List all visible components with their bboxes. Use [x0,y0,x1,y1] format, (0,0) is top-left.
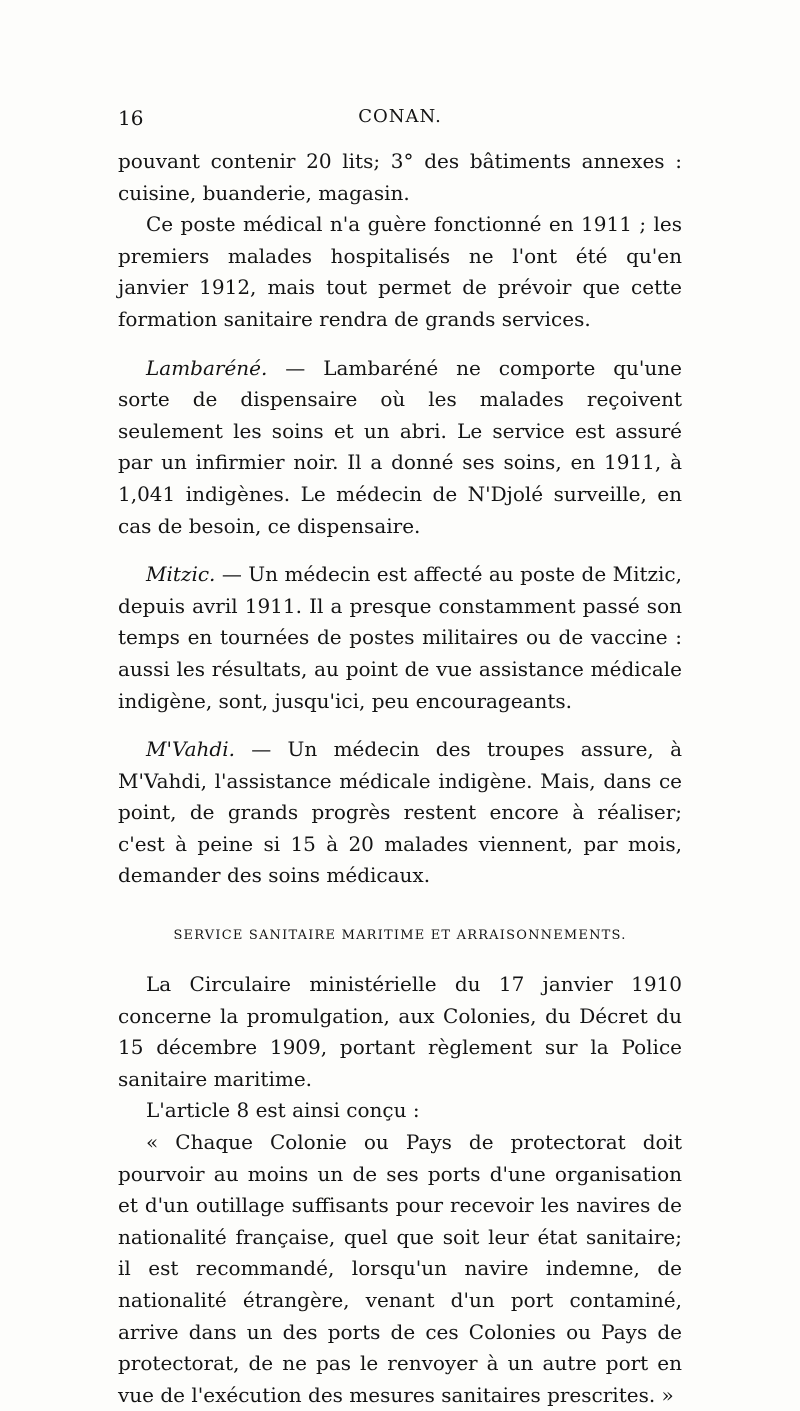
paragraph-continuation: pouvant contenir 20 lits; 3° des bâtiments annexes : cuisine, buanderie, magasin. [118,149,682,205]
paragraph-lambarene: Lambaréné. — Lambaréné ne comporte qu'une sorte de dispensaire où les malades reçoivent seulement les soins et un abri. Le service est assuré par un infirmier noir. Il a donné ses soins, en 1911, à 1,041 indigènes. Le médecin de N'Djolé surveille, en cas de besoin, ce dispensaire. [118,355,682,538]
paragraph-mitzic: Mitzic. — Un médecin est affecté au poste de Mitzic, depuis avril 1911. Il a presque constamment passé son temps en tournées de postes militaires ou de vaccine : aussi les résultats, au point de vue assistance médicale indigène, sont, jusqu'ici, peu encourageants. [118,562,682,713]
place-heading-lambarene: Lambaréné. [146,355,268,380]
running-head: CONAN. [358,106,442,127]
paragraph-article-8: L'article 8 est ainsi conçu : [146,1098,420,1123]
page-body [118,146,682,1411]
paragraph-mvahdi: M'Vahdi. — Un médecin des troupes assure, à M'Vahdi, l'assistance médicale indigène. Mais, dans ce point, de grands progrès restent encore à réaliser; c'est à peine si 15 à 20 malades viennent, par mois, demander des soins médicaux. [118,737,682,888]
section-title: SERVICE SANITAIRE MARITIME ET ARRAISONNEMENTS. [173,928,627,944]
paragraph-circulaire: La Circulaire ministérielle du 17 janvier 1910 concerne la promulgation, aux Colonies, du Décret du 15 décembre 1909, portant règlement sur la Police sanitaire maritime. [118,972,682,1091]
place-heading-mvahdi: M'Vahdi. [146,737,235,762]
page-number: 16 [118,106,144,130]
place-heading-mitzic: Mitzic. [146,562,216,587]
paragraph-quotation: « Chaque Colonie ou Pays de protectorat doit pourvoir au moins un de ses ports d'une organisation et d'un outillage suffisants pour recevoir les navires de nationalité française, quel que soit leur état sanitaire; il est recommandé, lorsqu'un navire indemne, de nationalité étrangère, venant d'un port contaminé, arrive dans un des ports de ces Colonies ou Pays de protectorat, de ne pas le renvoyer à un autre port en vue de l'exécution des mesures sanitaires prescrites. » [118,1130,682,1407]
page-header [118,106,682,136]
paragraph-poste-medical: Ce poste médical n'a guère fonctionné en 1911 ; les premiers malades hospitalisés ne l'ont été qu'en janvier 1912, mais tout permet de prévoir que cette formation sanitaire rendra de grands services. [118,212,682,331]
